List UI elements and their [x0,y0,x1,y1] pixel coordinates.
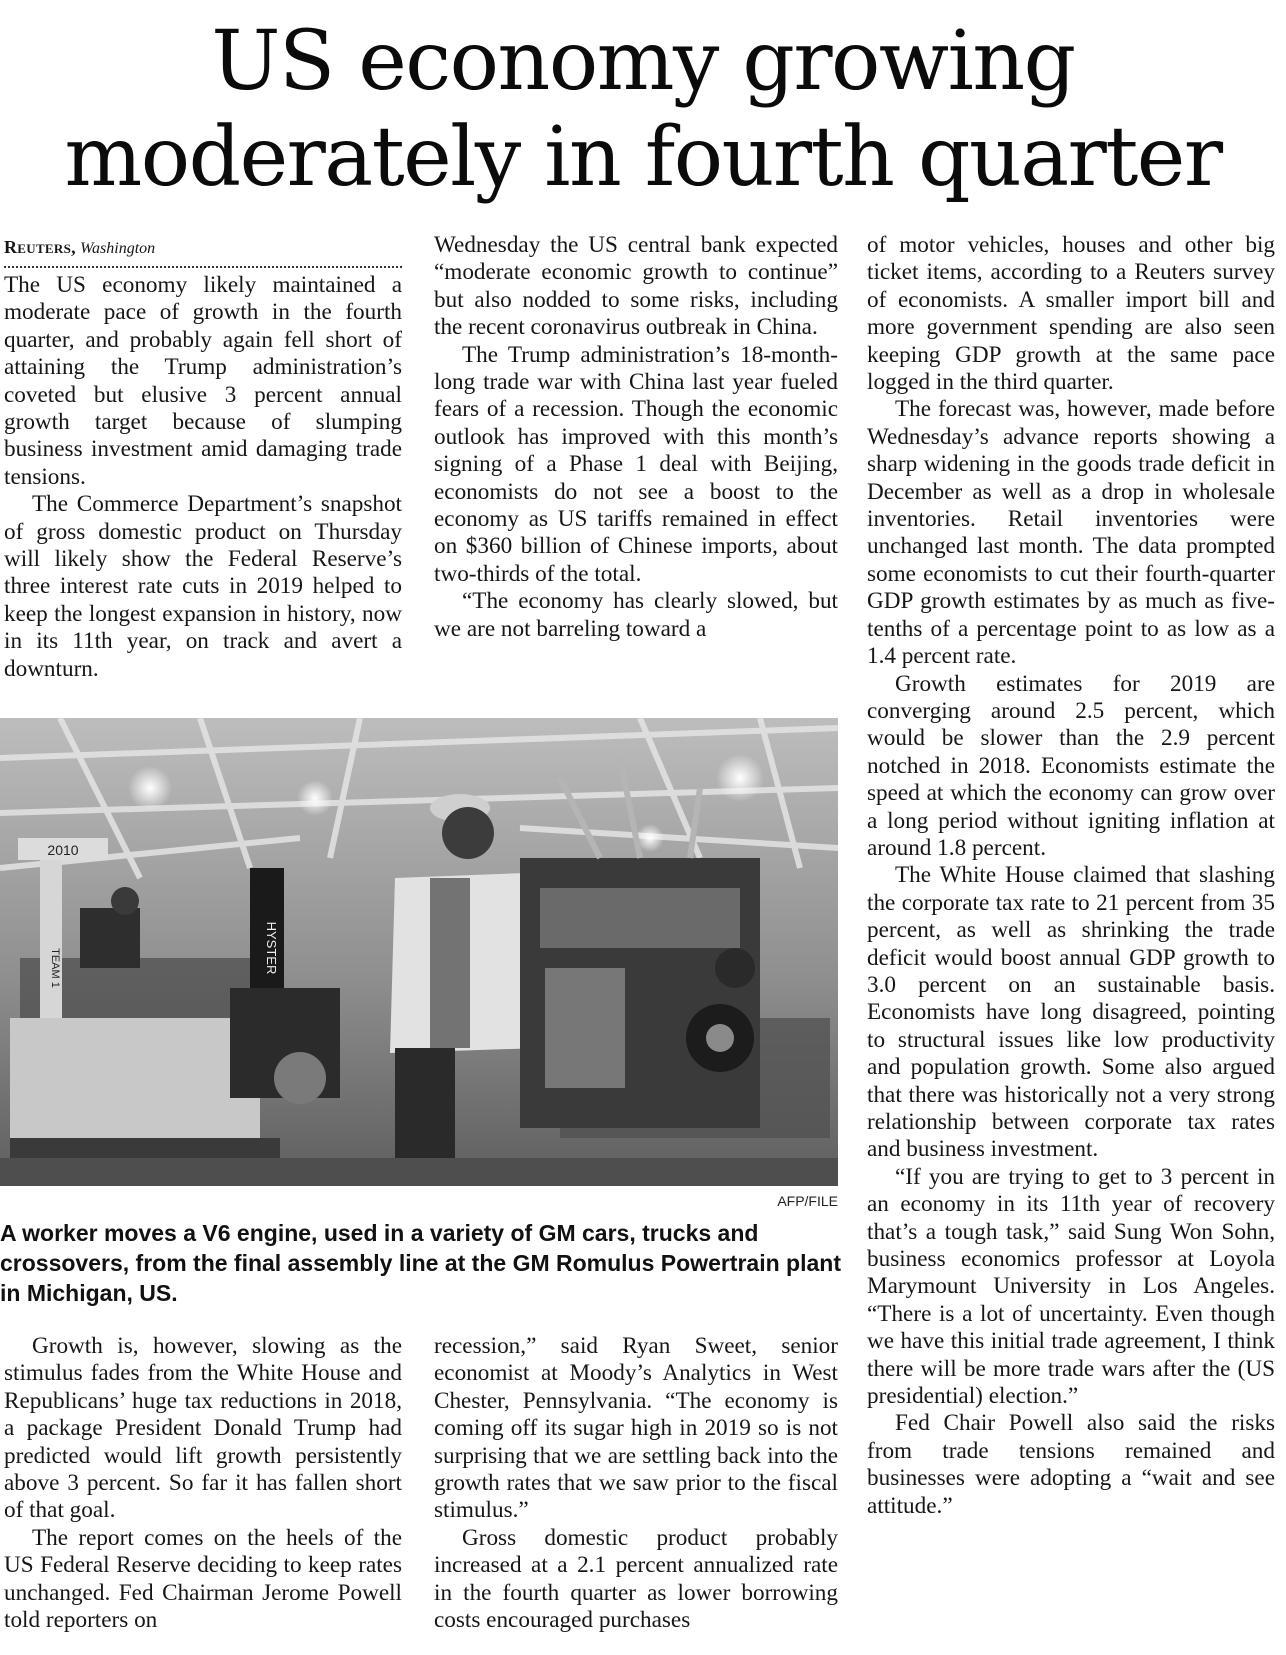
paragraph: The forecast was, however, made before Wednesday’s advance reports showing a sharp widening in the goods trade deficit in December as well as a drop in wholesale inventories. Retail inventories were unchanged last month. The data prompted some economists to cut their fourth-quarter GDP growth estimates by as much as five-tenths of a percentage point to as low as a 1.4 percent rate. [867,396,1275,670]
paragraph: “If you are trying to get to 3 percent in an economy in its 11th year of recovery that’s a tough task,” said Sung Won Sohn, business economics professor at Loyola Marymount University in Los Angeles. “There is a lot of uncertainty. Even though we have this initial trade agreement, I think there will be more trade wars after the (US presidential) election.” [867,1163,1275,1410]
headline [0,14,1286,206]
paragraph: The report comes on the heels of the US Federal Reserve deciding to keep rates unchanged. Fed Chairman Jerome Powell told reporters on [4,1524,402,1634]
byline-divider [4,260,402,268]
paragraph: of motor vehicles, houses and other big ticket items, according to a Reuters survey of economists. A smaller import bill and more government spending are also seen keeping GDP growth at the same pace logged in the third quarter. [867,232,1275,396]
paragraph: Growth estimates for 2019 are converging around 2.5 percent, which would be slower than the 2.9 percent notched in 2018. Economists estimate the speed at which the economy can grow over a long period without igniting inflation at around 1.8 percent. [867,670,1275,861]
paragraph: recession,” said Ryan Sweet, senior economist at Moody’s Analytics in West Chester, Pennsylvania. “The economy is coming off its sugar high in 2019 so is not surprising that we are settling back into the growth rates that we saw prior to the fiscal stimulus.” [434,1333,838,1524]
forklift-brand: HYSTER [264,921,279,975]
column-2-top [434,232,838,643]
paragraph: The White House claimed that slashing the corporate tax rate to 21 percent from 35 percent, as well as shrinking the trade deficit would boost annual GDP growth to 3.0 percent on an sustainable basis. Economists have long disagreed, pointing to structural issues like low productivity and population growth. Some also argued that there was historically not a very strong relationship between corporate tax rates and business investment. [867,862,1275,1163]
paragraph: Growth is, however, slowing as the stimulus fades from the White House and Republicans’ huge tax reductions in 2018, a package President Donald Trump had predicted would lift growth persistently above 3 percent. So far it has fallen short of that goal. [4,1333,402,1524]
paragraph: The Commerce Department’s snapshot of gross domestic product on Thursday will likely show the Federal Reserve’s three interest rate cuts in 2019 helped to keep the longest expansion in history, now in its 11th year, on track and avert a downturn. [4,491,402,682]
paragraph: “The economy has clearly slowed, but we are not barreling toward a [434,588,838,642]
paragraph: Wednesday the US central bank expected “moderate economic growth to continue” but also nodded to some risks, including the recent coronavirus outbreak in China. [434,232,838,341]
paragraph: The US economy likely maintained a moderate pace of growth in the fourth quarter, and probably again fell short of attaining the Trump administration’s coveted but elusive 3 percent annual growth target because of slumping business investment amid damaging trade tensions. [4,272,402,490]
forklift-team: TEAM 1 [49,948,61,988]
sign-2010: 2010 [47,842,79,858]
factory-photo-illustration [0,718,838,1186]
column-1-top [4,236,402,683]
paragraph: Fed Chair Powell also said the risks from trade tensions remained and businesses were adopting a “wait and see attitude.” [867,1410,1275,1519]
paragraph: The Trump administration’s 18-month-long trade war with China last year fueled fears of a recession. Though the economic outlook has improved with this month’s signing of a Phase 1 deal with Beijing, economists do not see a boost to the economy as US tariffs remained in effect on $360 billion of Chinese imports, about two-thirds of the total. [434,341,838,587]
paragraph: Gross domestic product probably increased at a 2.1 percent annualized rate in the fourth quarter as lower borrowing costs encouraged purchases [434,1524,838,1634]
column-3 [867,232,1275,1520]
photo-credit: AFP/FILE [777,1193,838,1209]
headline-line-2: moderately in fourth quarter [64,110,1222,205]
headline-line-1: US economy growing [211,14,1075,109]
news-photo [0,718,838,1186]
photo-caption: A worker moves a V6 engine, used in a variety of GM cars, trucks and crossovers, from the final assembly line at the GM Romulus Powertrain plant in Michigan, US. [0,1220,841,1306]
column-1-bottom [4,1333,402,1634]
column-2-bottom [434,1333,838,1634]
byline-place: Washington [80,240,156,257]
byline-agency: Reuters, [4,237,76,257]
byline [4,236,402,260]
